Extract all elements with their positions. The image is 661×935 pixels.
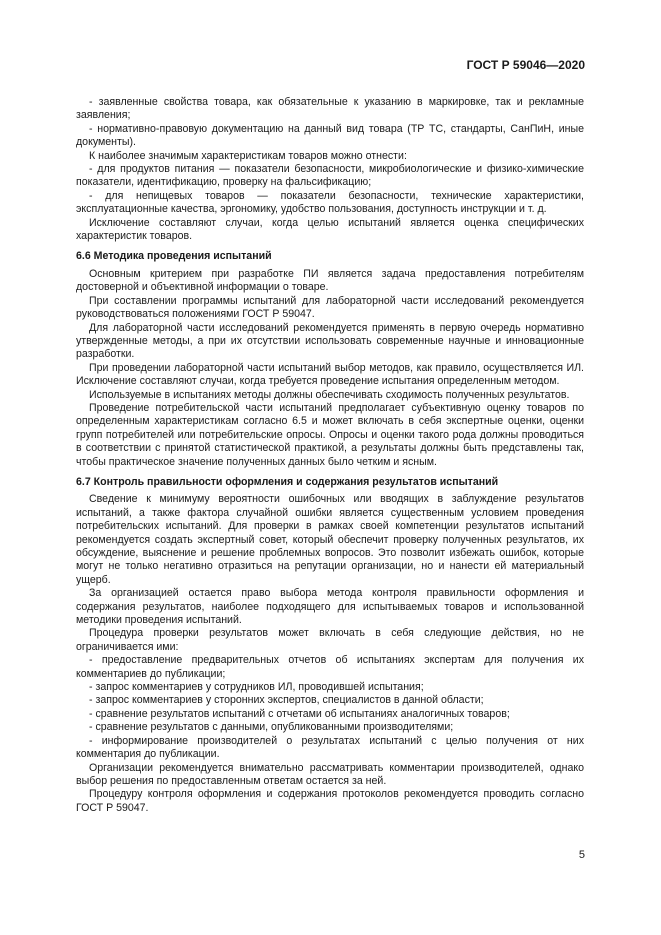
- paragraph: - для продуктов питания — показатели безопасности, микробиологические и физико-химические показатели, идентификацию, проверку на фальсификацию;: [76, 163, 584, 189]
- paragraph: Процедуру контроля оформления и содержания протоколов рекомендуется проводить согласно ГОСТ Р 59047.: [76, 788, 584, 814]
- paragraph: Основным критерием при разработке ПИ является задача предоставления потребителям достоверной и объективной информации о товаре.: [76, 267, 584, 294]
- section-heading: 6.7 Контроль правильности оформления и содержания результатов испытаний: [76, 475, 499, 488]
- paragraph: - сравнение результатов испытаний с отчетами об испытаниях аналогичных товаров;: [89, 707, 510, 720]
- paragraph: Сведение к минимуму вероятности ошибочных или вводящих в заблуждение результатов испытаний, а также фактора случайной ошибки является существенным условием проведения потребительских испытаний. Для проверки в рамках своей компетенции результатов испытаний рекомендуется создать экспертный совет, который обеспечит проверку полученных результатов, их обсуждение, выяснение и решение проблемных вопросов. Это позволит избежать ошибок, которые могут не только негативно отразиться на репутации организации, но и нанести ей материальный ущерб.: [76, 493, 584, 586]
- paragraph: Исключение составляют случаи, когда целью испытаний является оценка специфических характеристик товаров.: [76, 216, 584, 243]
- paragraph: К наиболее значимым характеристикам товаров можно отнести:: [89, 149, 407, 162]
- paragraph: Проведение потребительской части испытаний предполагает субъективную оценку товаров по определенным характеристикам согласно 6.5 и может включать в себя экспертные оценки, оценки групп потребителей или потребительские опросы. Опросы и оценки такого рода должны проводиться в соответствии с принятой статистической практикой, а результаты должны быть представлены так, чтобы практическое значение полученных данных было четким и ясным.: [76, 401, 584, 468]
- paragraph: Процедура проверки результатов может включать в себя следующие действия, но не ограничивается ими:: [76, 627, 584, 653]
- paragraph: - заявленные свойства товара, как обязательные к указанию в маркировке, так и рекламные заявления;: [76, 96, 584, 122]
- paragraph: - запрос комментариев у сотрудников ИЛ, проводившей испытания;: [89, 681, 424, 694]
- paragraph: Организации рекомендуется внимательно рассматривать комментарии производителей, однако выбор решения по предоставленным ответам остается за ней.: [76, 761, 584, 787]
- page-number: 5: [578, 849, 585, 861]
- paragraph: - для непищевых товаров — показатели безопасности, технические характеристики, эксплуатационные качества, эргономику, удобство пользования, доступность инструкции и т. д.: [76, 189, 584, 216]
- paragraph: - нормативно-правовую документацию на данный вид товара (ТР ТС, стандарты, СанПиН, иные документы).: [76, 122, 584, 149]
- paragraph: - информирование производителей о результатах испытаний с целью получения от них комментария до публикации.: [76, 734, 584, 761]
- document-body: [76, 96, 584, 815]
- paragraph: Используемые в испытаниях методы должны обеспечивать сходимость полученных результатов.: [89, 388, 570, 401]
- paragraph: При составлении программы испытаний для лабораторной части исследований рекомендуется руководствоваться положениями ГОСТ Р 59047.: [76, 294, 584, 321]
- paragraph: При проведении лабораторной части испытаний выбор методов, как правило, осуществляется ИЛ. Исключение составляют случаи, когда требуется проведение испытания определенным методом.: [76, 361, 584, 388]
- paragraph: За организацией остается право выбора метода контроля правильности оформления и содержания результатов, наиболее подходящего для испытываемых товаров и использованной методики проведения испытаний.: [76, 587, 584, 627]
- section-heading: 6.6 Методика проведения испытаний: [76, 250, 272, 263]
- paragraph: - запрос комментариев у сторонних экспертов, специалистов в данной области;: [89, 694, 484, 707]
- document-header: ГОСТ Р 59046—2020: [466, 58, 585, 72]
- paragraph: - сравнение результатов с данными, опубликованными производителями;: [89, 721, 454, 734]
- paragraph: Для лабораторной части исследований рекомендуется применять в первую очередь нормативно утвержденные методы, а при их отсутствии использовать современные научные и инновационные разработки.: [76, 321, 584, 361]
- paragraph: - предоставление предварительных отчетов об испытаниях экспертам для получения их комментариев до публикации;: [76, 654, 584, 680]
